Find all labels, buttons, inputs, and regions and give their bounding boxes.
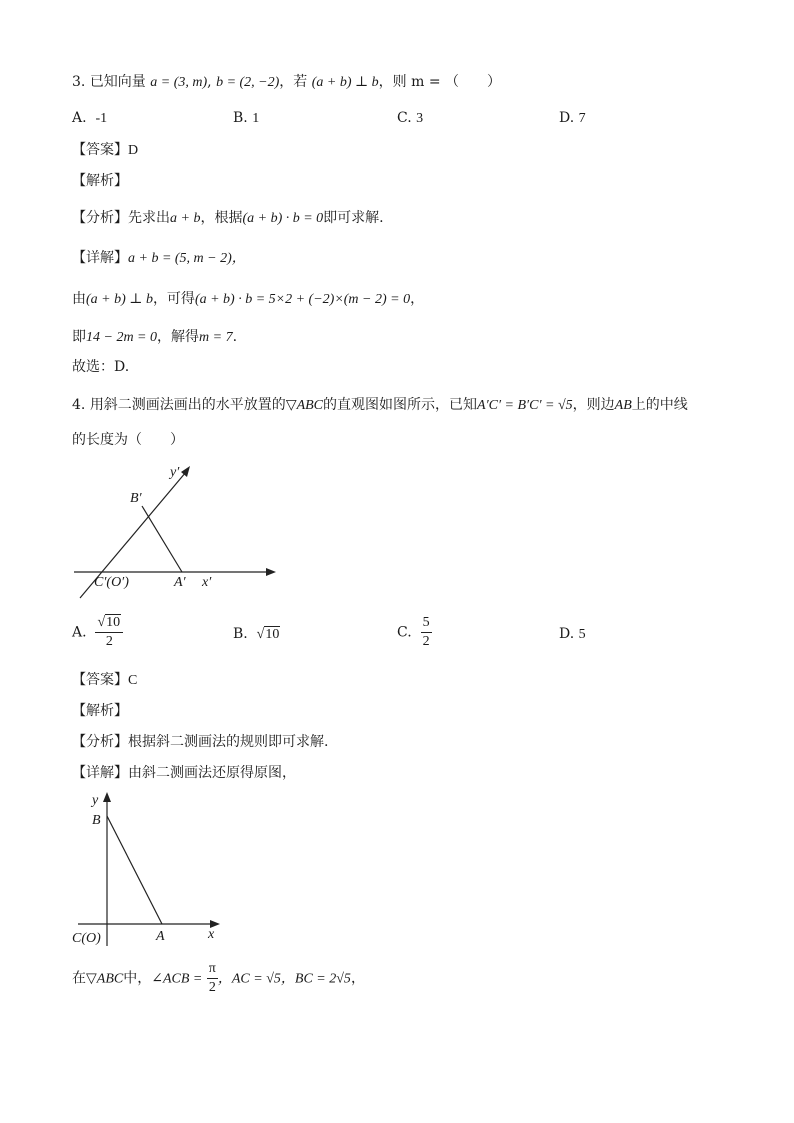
q3-condition-prefix: ，若 xyxy=(279,74,308,90)
label-a: A xyxy=(156,929,165,944)
q3-answer xyxy=(72,140,138,161)
answer-value: C xyxy=(128,673,138,688)
detail-text: 即 xyxy=(72,329,86,345)
q4-analysis-tag xyxy=(72,701,128,721)
detail-text: 由 xyxy=(72,291,86,307)
detail-text: ，解得 xyxy=(157,329,200,345)
q3-text-prefix: 已知向量 xyxy=(89,74,146,90)
q4-final-line xyxy=(72,960,365,998)
q4-stem-line1 xyxy=(72,395,688,416)
detail-math: m = 7 xyxy=(199,330,233,345)
fraction xyxy=(95,614,123,651)
fraction-numerator: 5 xyxy=(421,614,432,633)
detail-math: (a + b) · b = 5×2 + (−2)×(m − 2) = 0 xyxy=(194,292,411,307)
q4-answer xyxy=(72,670,137,691)
choice-value: -1 xyxy=(95,111,108,126)
choice-label: A. xyxy=(72,110,87,126)
segment-bprime-aprime xyxy=(142,506,182,572)
choice-label: C. xyxy=(397,110,412,126)
q3-detail-2 xyxy=(72,289,424,310)
q4-fenxi xyxy=(72,732,328,752)
q3-vector-b: b = (2, −2) xyxy=(216,75,280,90)
final-text: 在 xyxy=(72,970,86,987)
choice-value: 7 xyxy=(578,111,586,126)
fraction-denominator: 2 xyxy=(105,634,113,649)
q4-choice-c[interactable] xyxy=(397,614,432,651)
original-figure xyxy=(70,788,230,948)
fraction-numerator: π xyxy=(207,960,218,979)
bc-value: ，BC = 2√5 xyxy=(280,971,351,987)
sqrt-radicand: 10 xyxy=(265,627,280,642)
analysis-tag: 【解析】 xyxy=(72,703,128,719)
label-b: B xyxy=(92,813,101,828)
detail-text: 由斜二测画法还原得原图， xyxy=(128,765,296,781)
detail-math: 14 − 2m = 0 xyxy=(86,330,158,345)
q3-sep: , xyxy=(207,74,212,90)
q3-detail-3 xyxy=(72,327,237,348)
detail-math: a + b = (5, m − 2)， xyxy=(128,251,246,266)
q4-choice-b[interactable] xyxy=(233,624,280,645)
q3-fenxi xyxy=(72,208,384,229)
x-arrow xyxy=(266,568,276,576)
oblique-figure xyxy=(66,460,286,600)
q4-text: 用斜二测画法画出的水平放置的 xyxy=(89,397,286,413)
detail-text: ，可得 xyxy=(152,291,195,307)
ac-value: ，AC = √5 xyxy=(217,971,281,987)
choice-label: D. xyxy=(559,626,575,642)
q4-choice-d[interactable] xyxy=(559,624,586,645)
q4-text: 的长度为（ ） xyxy=(72,432,184,448)
detail-tag: 【详解】 xyxy=(72,250,128,266)
q4-text: 的直观图如图所示，已知 xyxy=(323,397,478,413)
choice-value: 5 xyxy=(578,627,586,642)
choice-value: 3 xyxy=(416,111,424,126)
fraction-numerator: √10 xyxy=(95,614,123,633)
fenxi-math: (a + b) · b = 0 xyxy=(242,211,324,226)
q3-vector-a: a = (3, m) xyxy=(150,75,208,90)
q4-text: ，则边 xyxy=(572,397,615,413)
fenxi-text: 根据斜二测画法的规则即可求解. xyxy=(128,734,329,750)
choice-value: 1 xyxy=(252,111,260,126)
q3-conclusion xyxy=(72,357,129,377)
q4-math: AB xyxy=(614,398,632,413)
q4-text: 上的中线 xyxy=(631,397,688,413)
final-text: 中， xyxy=(123,970,152,987)
q3-choice-d[interactable] xyxy=(559,108,586,129)
label-x: x xyxy=(208,927,215,942)
fraction-denominator: 2 xyxy=(208,980,216,995)
q3-detail-1 xyxy=(72,248,246,269)
q4-math: ▽ABC xyxy=(285,398,324,413)
q3-ask: ，则 m = （ ） xyxy=(378,74,502,90)
angle-expression: ∠ACB = xyxy=(151,971,203,987)
final-text: ， xyxy=(350,970,365,987)
y-arrow xyxy=(103,792,111,802)
label-y: y xyxy=(92,793,99,808)
detail-tag: 【详解】 xyxy=(72,765,128,781)
q3-choice-b[interactable] xyxy=(233,108,259,129)
q3-choice-a[interactable] xyxy=(72,108,107,129)
fraction-denominator: 2 xyxy=(422,634,430,649)
fenxi-text: 先求出 xyxy=(128,210,170,226)
q3-number: 3. xyxy=(72,74,86,90)
detail-text: . xyxy=(232,329,238,345)
choice-label: C. xyxy=(397,624,412,641)
fenxi-tag: 【分析】 xyxy=(72,210,128,226)
q3-stem xyxy=(72,72,501,93)
fenxi-text: 即可求解. xyxy=(323,210,384,226)
label-c: C(O) xyxy=(72,931,101,946)
final-math: ▽ABC xyxy=(86,971,124,987)
answer-tag: 【答案】 xyxy=(72,142,128,158)
fenxi-tag: 【分析】 xyxy=(72,734,128,750)
detail-text: ， xyxy=(410,291,425,307)
conclusion-text: 故选：D. xyxy=(72,359,130,375)
fenxi-text: ，根据 xyxy=(200,210,243,226)
analysis-tag: 【解析】 xyxy=(72,173,128,189)
choice-label: D. xyxy=(559,110,575,126)
q4-detail xyxy=(72,763,296,783)
q4-number: 4. xyxy=(72,397,86,413)
q4-stem-line2 xyxy=(72,430,184,450)
choice-label: B. xyxy=(233,626,248,642)
answer-value: D xyxy=(128,143,139,158)
choice-label: B. xyxy=(233,110,248,126)
label-c-prime: C′(O′) xyxy=(94,575,129,590)
q3-condition: (a + b) ⊥ b xyxy=(311,75,379,90)
label-b-prime: B′ xyxy=(130,491,142,506)
label-y-prime: y′ xyxy=(170,465,180,480)
fenxi-math: a + b xyxy=(170,211,201,226)
q4-choice-a[interactable] xyxy=(72,614,123,651)
segment-ba xyxy=(107,816,162,924)
sqrt-radicand: 10 xyxy=(106,615,121,630)
q4-math: A′C′ = B′C′ = √5 xyxy=(477,398,573,413)
detail-math: (a + b) ⊥ b xyxy=(86,292,153,307)
y-arrow xyxy=(181,466,190,477)
fraction xyxy=(421,614,432,651)
sqrt-expression: √10 xyxy=(256,627,280,642)
q3-analysis-tag xyxy=(72,171,128,191)
answer-tag: 【答案】 xyxy=(72,672,128,688)
label-a-prime: A′ xyxy=(174,575,186,590)
q3-choice-c[interactable] xyxy=(397,108,423,129)
choice-label: A. xyxy=(72,624,87,641)
label-x-prime: x′ xyxy=(202,575,212,590)
pi-over-two xyxy=(207,960,218,997)
